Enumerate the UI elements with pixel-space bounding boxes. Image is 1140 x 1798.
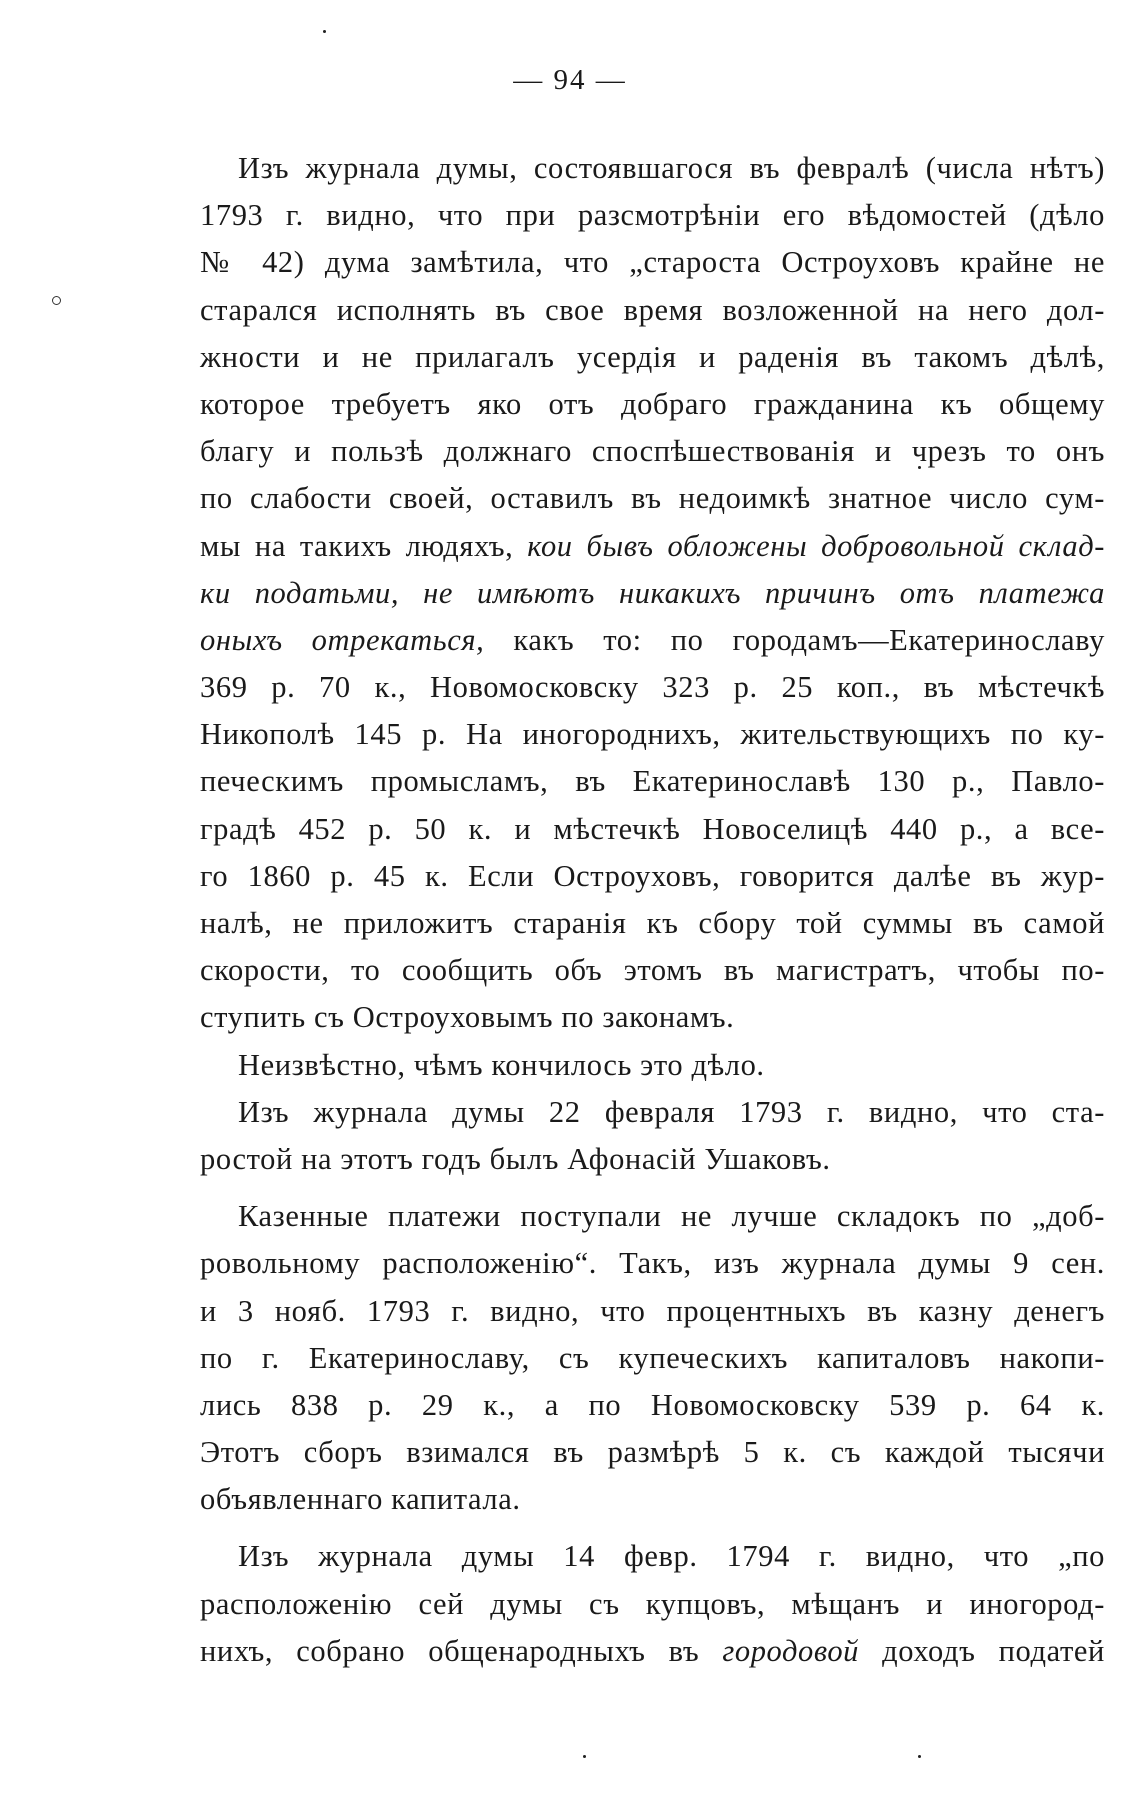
text-line: объявленнаго капитала. bbox=[200, 1482, 521, 1517]
text-line: и 3 нояб. 1793 г. видно, что процентныхъ въ казну денегъ bbox=[200, 1293, 1105, 1328]
text-line: ровольному расположенію“. Такъ, изъ журнала думы 9 сен. bbox=[200, 1246, 1105, 1281]
text-line: расположенію сей думы съ купцовъ, мѣщанъ и иногород- bbox=[200, 1586, 1105, 1621]
paragraph-2 bbox=[200, 1042, 1105, 1089]
italic-segment: ки податьми, не имѣютъ никакихъ причинъ отъ платежа bbox=[200, 575, 1105, 610]
text-line: по г. Екатеринославу, съ купеческихъ капиталовъ накопи- bbox=[200, 1340, 1105, 1375]
paragraph-5 bbox=[200, 1533, 1105, 1675]
speck bbox=[583, 1755, 586, 1758]
speck bbox=[323, 30, 326, 33]
text-line: градѣ 452 р. 50 к. и мѣстечкѣ Новоселицѣ 440 р., а все- bbox=[200, 811, 1105, 846]
text-segment: доходъ податей bbox=[882, 1633, 1105, 1668]
text-segment: нихъ, собрано общенародныхъ въ bbox=[200, 1633, 700, 1668]
text-line: Этотъ сборъ взимался въ размѣрѣ 5 к. съ каждой тысячи bbox=[200, 1435, 1105, 1470]
text-line: Никополѣ 145 р. На иногороднихъ, жительствующихъ по ку- bbox=[200, 717, 1105, 752]
text-line: налѣ, не приложитъ старанія къ сбору той суммы въ самой bbox=[200, 906, 1105, 940]
italic-segment: городовой bbox=[722, 1633, 860, 1668]
paragraph-3 bbox=[200, 1089, 1105, 1183]
text-line: по слабости своей, оставилъ въ недоимкѣ знатное число сум- bbox=[200, 481, 1105, 516]
text-line: Изъ журнала думы, состоявшагося въ февралѣ (числа нѣтъ) bbox=[238, 151, 1105, 185]
text-line: Неизвѣстно, чѣмъ кончилось это дѣло. bbox=[238, 1047, 765, 1082]
text-line: благу и пользѣ должнаго споспѣшествованія и чрезъ то онъ bbox=[200, 434, 1105, 469]
body-text bbox=[200, 145, 1105, 1675]
text-line bbox=[200, 570, 1105, 617]
italic-segment: кои бывъ обложены добровольной склад- bbox=[527, 528, 1105, 563]
text-line: скорости, то сообщить объ этомъ въ магистратъ, чтобы по- bbox=[200, 953, 1105, 988]
text-line bbox=[200, 523, 1105, 570]
text-line: ступить съ Остроуховымъ по законамъ. bbox=[200, 1000, 735, 1035]
speck bbox=[918, 1755, 921, 1758]
text-line: го 1860 р. 45 к. Если Остроуховъ, говорится далѣе въ жур- bbox=[200, 858, 1105, 893]
text-line bbox=[200, 617, 1105, 664]
text-line: старался исполнять въ свое время возложенной на него дол- bbox=[200, 292, 1105, 327]
text-segment: мы на такихъ людяхъ, bbox=[200, 528, 514, 563]
text-line: ростой на этотъ годъ былъ Афонасій Ушаковъ. bbox=[200, 1141, 831, 1176]
text-line: № 42) дума замѣтила, что „староста Остроуховъ крайне не bbox=[200, 245, 1105, 280]
text-line: печескимъ промысламъ, въ Екатеринославѣ 130 р., Павло- bbox=[200, 764, 1105, 799]
italic-segment: оныхъ отрекаться, bbox=[200, 622, 485, 657]
text-line: Изъ журнала думы 22 февраля 1793 г. видно, что ста- bbox=[238, 1094, 1105, 1129]
text-line: лись 838 р. 29 к., а по Новомосковску 539 р. 64 к. bbox=[200, 1387, 1105, 1422]
page-number: — 94 — bbox=[513, 64, 627, 96]
text-segment: какъ то: по городамъ—Екатеринославу bbox=[513, 622, 1105, 657]
text-line: Казенные платежи поступали не лучше складокъ по „доб- bbox=[238, 1199, 1105, 1234]
paragraph-1 bbox=[200, 145, 1105, 1042]
text-line: 1793 г. видно, что при разсмотрѣніи его вѣдомостей (дѣло bbox=[200, 198, 1105, 233]
text-line: жности и не прилагалъ усердія и раденія въ такомъ дѣлѣ, bbox=[200, 339, 1105, 374]
text-line: 369 р. 70 к., Новомосковску 323 р. 25 коп., въ мѣстечкѣ bbox=[200, 670, 1105, 705]
text-line: Изъ журнала думы 14 февр. 1794 г. видно, что „по bbox=[238, 1539, 1105, 1574]
text-line: которое требуетъ яко отъ добраго гражданина къ общему bbox=[200, 386, 1105, 421]
margin-dot bbox=[52, 296, 61, 305]
text-line bbox=[200, 1628, 1105, 1675]
paragraph-4 bbox=[200, 1193, 1105, 1523]
